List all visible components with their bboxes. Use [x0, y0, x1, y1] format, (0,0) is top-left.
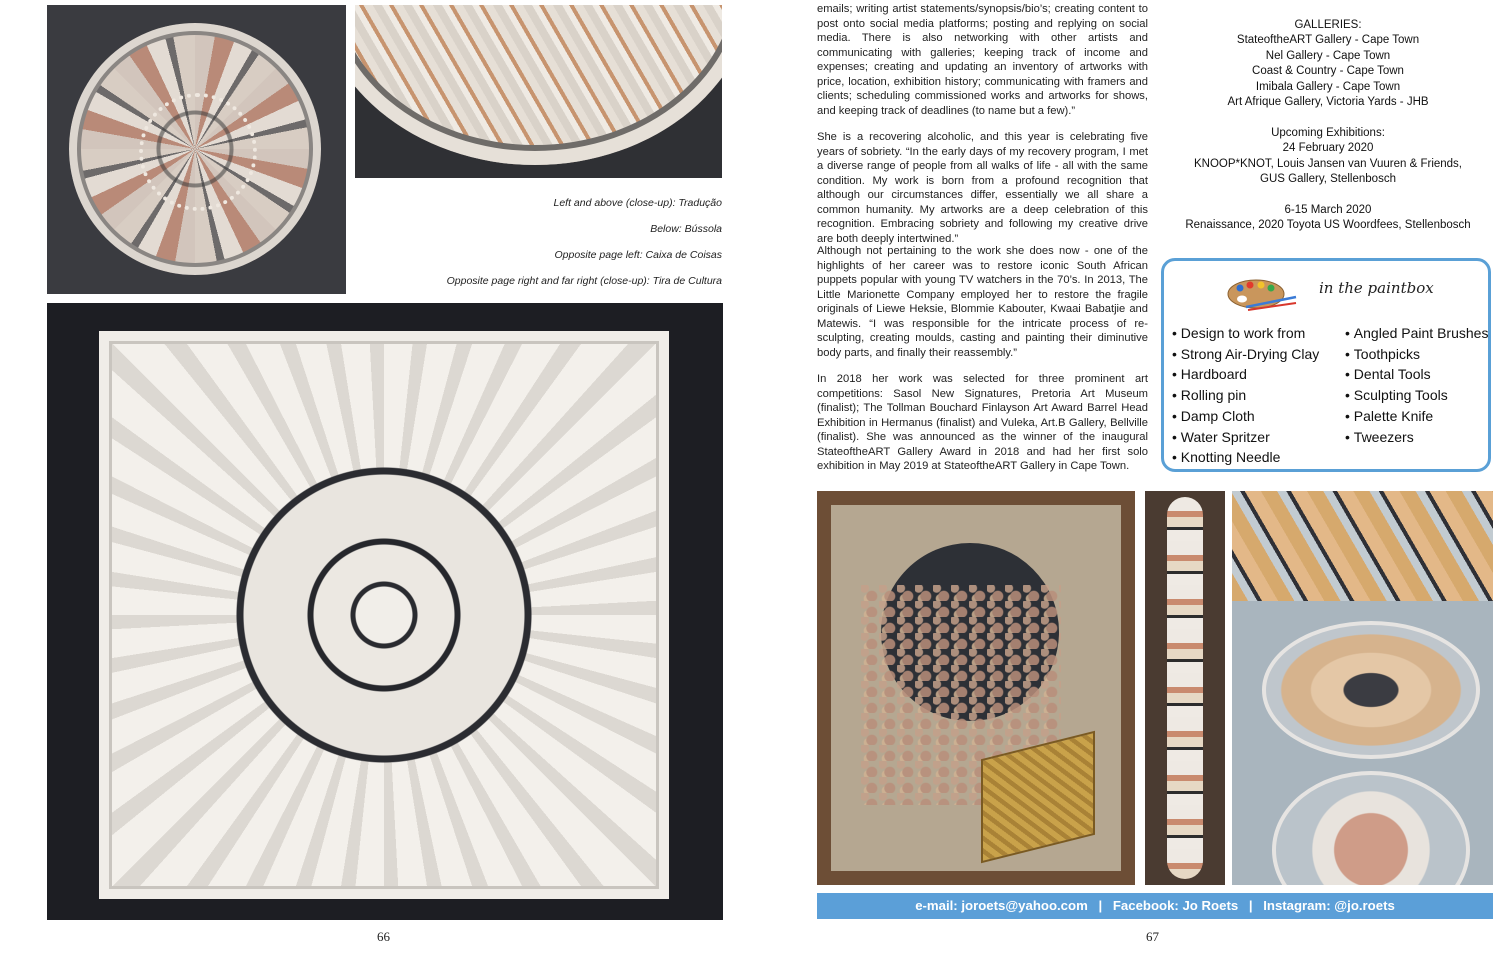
caption-3: Opposite page left: Caixa de Coisas: [554, 249, 722, 261]
photo-tira-de-cultura-closeup: [1232, 491, 1493, 885]
photo-traducao: [47, 5, 346, 294]
exhibition-line: KNOOP*KNOT, Louis Jansen van Vuuren & Friends,: [1193, 157, 1463, 170]
list-item: • Hardboard: [1172, 364, 1319, 385]
article-paragraph-2: She is a recovering alcoholic, and this year is celebrating five years of sobriety. “In the early days of my recovery program, I met a diverse range of people from all walks of life - all with the same condition. My work is born from a profound recognition that although our circumstances differ, essentially we all share a common humanity. My artworks are a deep celebration of this recognition. Embracing sobriety and following my creative drive are both deeply intertwined.”: [817, 131, 1148, 245]
list-item: • Strong Air-Drying Clay: [1172, 344, 1319, 365]
instagram-link[interactable]: Instagram: @jo.roets: [1263, 898, 1395, 913]
photo-caixa-de-coisas: [817, 491, 1135, 885]
list-item: • Damp Cloth: [1172, 406, 1319, 427]
list-item: • Dental Tools: [1345, 364, 1488, 385]
list-item: • Tweezers: [1345, 427, 1488, 448]
list-item: • Design to work from: [1172, 323, 1319, 344]
separator: |: [1098, 898, 1103, 913]
list-item: • Knotting Needle: [1172, 447, 1319, 468]
galleries-heading: GALLERIES:: [1294, 19, 1362, 31]
page-number-right: 67: [1146, 929, 1159, 944]
exhibition-line: GUS Gallery, Stellenbosch: [1260, 173, 1396, 186]
galleries-list: [1162, 18, 1494, 110]
gallery-item: Art Afrique Gallery, Victoria Yards - JHB: [1227, 96, 1429, 109]
paint-palette-icon: [1226, 277, 1298, 311]
exhibition-date: 24 February 2020: [1282, 142, 1374, 155]
list-item: • Toothpicks: [1345, 344, 1488, 365]
article-paragraph-1: emails; writing artist statements/synopsis/bio’s; creating content to post onto social media platforms; posting and replying on social media. There is also networking with other artists and communicating with galleries; keeping track of income and expenses; creating and updating an inventory of artworks with price, location, exhibition history; communicating with framers and clients; scheduling commissioned works and artworks for shows, and keeping track of deadlines (to name but a few).”: [817, 3, 1148, 117]
contact-bar: [817, 893, 1493, 919]
exhibition-date: 6-15 March 2020: [1284, 203, 1372, 216]
separator: |: [1248, 898, 1253, 913]
caption-1: Left and above (close-up): Tradução: [553, 197, 722, 209]
email-link[interactable]: e-mail: joroets@yahoo.com: [915, 898, 1088, 913]
facebook-link[interactable]: Facebook: Jo Roets: [1112, 898, 1239, 913]
list-item: • Water Spritzer: [1172, 427, 1319, 448]
gallery-item: StateoftheART Gallery - Cape Town: [1236, 34, 1420, 47]
page-number-left: 66: [377, 929, 390, 944]
exhibitions-heading: Upcoming Exhibitions:: [1271, 127, 1385, 139]
gallery-item: Nel Gallery - Cape Town: [1265, 49, 1391, 62]
paintbox-list-left: [1172, 323, 1319, 468]
gallery-item: Imibala Gallery - Cape Town: [1255, 80, 1401, 93]
photo-tira-de-cultura: [1145, 491, 1225, 885]
caption-2: Below: Bússola: [650, 223, 722, 235]
article-paragraph-4: In 2018 her work was selected for three prominent art competitions: Sasol New Signatures, Pretoria Art Museum (finalist); The Tollman Bouchard Finlayson Art Award Barrel Head Exhibition in Hermanus (finalist) and Vuleka, Art.B Gallery, Bellville (finalist). She was announced as the winner of the inaugural StateoftheART Gallery Award in 2018 and had her first solo exhibition in May 2019 at StateoftheART Gallery in Cape Town.: [817, 373, 1148, 473]
list-item: • Palette Knife: [1345, 406, 1488, 427]
exhibitions-list: [1162, 126, 1494, 233]
photo-bussola: [47, 303, 723, 920]
list-item: • Angled Paint Brushes: [1345, 323, 1488, 344]
paintbox-title: in the paintbox: [1319, 279, 1434, 297]
list-item: • Rolling pin: [1172, 385, 1319, 406]
caption-4: Opposite page right and far right (close-up): Tira de Cultura: [446, 275, 722, 287]
paintbox-list-right: [1345, 323, 1488, 447]
paintbox-box: [1161, 258, 1491, 472]
gallery-item: Coast & Country - Cape Town: [1252, 65, 1404, 78]
photo-traducao-closeup: [355, 5, 722, 178]
article-paragraph-3: Although not pertaining to the work she does now - one of the highlights of her career was to restore iconic South African puppets popular with young TV watchers in the 70’s. In 2013, The Little Marionette Company employed her to restore the fragile originals of Liewe Heksie, Blommie Kabouter, Kwaai Babatjie and Matewis. “I was responsible for the intricate process of re-sculpting, creating moulds, casting and painting their diminutive body parts, and finally their reassembly.”: [817, 245, 1148, 359]
exhibition-line: Renaissance, 2020 Toyota US Woordfees, Stellenbosch: [1185, 219, 1471, 232]
list-item: • Sculpting Tools: [1345, 385, 1488, 406]
